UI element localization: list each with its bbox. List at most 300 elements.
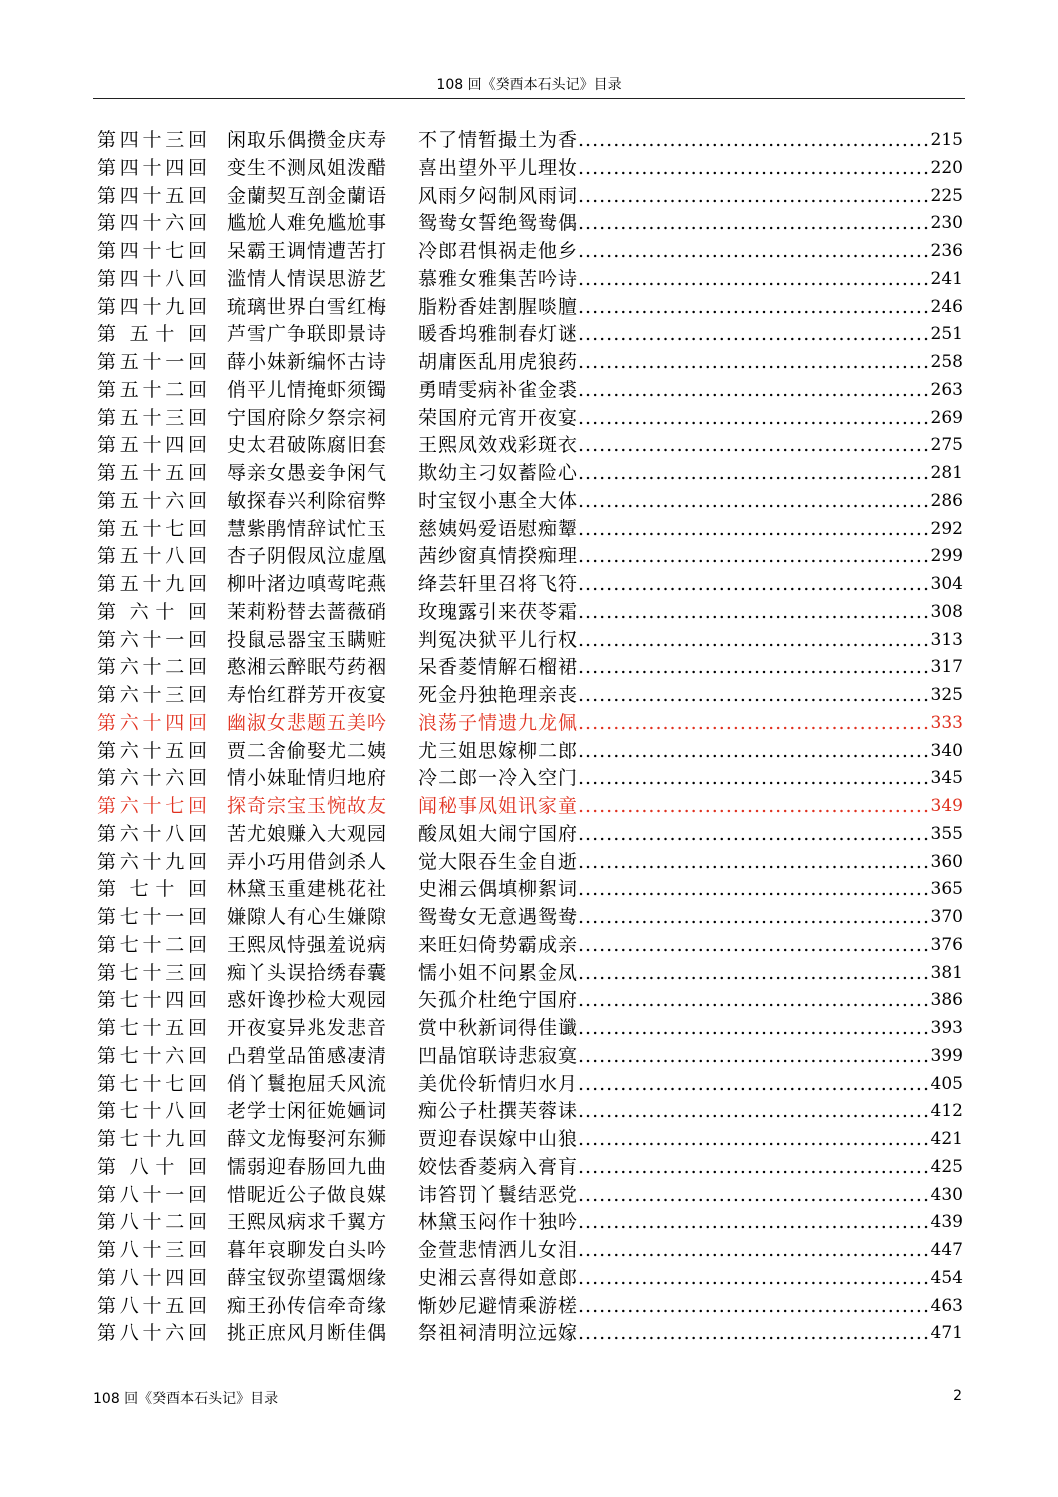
- page-number: 275: [930, 435, 963, 456]
- toc-entry[interactable]: [97, 183, 963, 211]
- chapter-title-second-line-group: [418, 627, 963, 655]
- toc-entry[interactable]: [97, 1015, 963, 1043]
- chapter-title-second-line: 痴公子杜撰芙蓉诔: [418, 1100, 579, 1123]
- toc-entry[interactable]: [97, 460, 963, 488]
- chapter-title-second-line-group: [418, 266, 963, 294]
- toc-entry[interactable]: [97, 738, 963, 766]
- page-number: 246: [930, 296, 963, 317]
- dot-leader: [578, 571, 931, 599]
- dot-leader: [578, 1293, 931, 1321]
- toc-entry[interactable]: [97, 849, 963, 877]
- toc-entry[interactable]: [97, 627, 963, 655]
- chapter-number: 第 五 十 八 回: [97, 545, 207, 568]
- page-number: 292: [930, 518, 963, 539]
- chapter-title-first-line: 茉莉粉替去蔷薇硝: [227, 600, 388, 623]
- dot-leader: [578, 876, 931, 904]
- toc-entry[interactable]: [97, 543, 963, 571]
- chapter-title-first-line: 敏探春兴利除宿弊: [227, 489, 388, 512]
- chapter-title-first-line: 痴王孙传信牵奇缘: [227, 1294, 388, 1317]
- toc-entry[interactable]: [97, 654, 963, 682]
- chapter-title-first-line: 俏丫鬟抱屈夭风流: [227, 1072, 388, 1095]
- chapter-number: 第 五 十 六 回: [97, 489, 207, 512]
- toc-entry[interactable]: [97, 349, 963, 377]
- chapter-number: 第 四 十 六 回: [97, 212, 207, 235]
- chapter-number: 第 八 十 二 回: [97, 1211, 207, 1234]
- chapter-title-first-line: 懦弱迎春肠回九曲: [227, 1155, 388, 1178]
- chapter-title-second-line: 鸳鸯女誓绝鸳鸯偶: [418, 212, 579, 235]
- page-number: 405: [930, 1073, 963, 1094]
- chapter-title-second-line: 欺幼主刁奴蓄险心: [418, 462, 579, 484]
- chapter-number: 第 五 十 五 回: [97, 462, 207, 484]
- chapter-title-second-line: 酸凤姐大闹宁国府: [418, 822, 579, 845]
- page-number: 299: [930, 546, 963, 567]
- toc-entry[interactable]: [97, 238, 963, 266]
- toc-entry[interactable]: [97, 155, 963, 183]
- page-number: 308: [930, 601, 963, 622]
- chapter-title-second-line-group: [418, 599, 963, 627]
- page-number: 399: [930, 1045, 963, 1066]
- table-of-contents: [97, 127, 963, 1348]
- dot-leader: [578, 432, 931, 460]
- page-number: 349: [930, 796, 963, 816]
- chapter-title-second-line: 讳笞罚丫鬟结恶党: [418, 1183, 579, 1206]
- chapter-title-second-line-group: [418, 710, 963, 738]
- page-number: 263: [930, 379, 963, 400]
- dot-leader: [578, 543, 931, 571]
- chapter-number: 第 六 十 回: [97, 600, 207, 623]
- page-number: 325: [930, 685, 963, 705]
- chapter-title-first-line: 金蘭契互剖金蘭语: [227, 184, 388, 207]
- chapter-title-second-line-group: [418, 1182, 963, 1210]
- dot-leader: [578, 1015, 931, 1043]
- chapter-title-second-line: 尤三姐思嫁柳二郎: [418, 739, 579, 762]
- chapter-title-second-line: 风雨夕闷制风雨词: [418, 184, 579, 207]
- chapter-number: 第 四 十 五 回: [97, 184, 207, 207]
- chapter-title-second-line: 慕雅女雅集苦吟诗: [418, 267, 579, 290]
- toc-entry[interactable]: [97, 1182, 963, 1210]
- chapter-title-first-line: 开夜宴异兆发悲音: [227, 1017, 388, 1039]
- chapter-number: 第 六 十 七 回: [97, 795, 207, 817]
- chapter-title-second-line: 金萱悲情洒儿女泪: [418, 1239, 579, 1261]
- chapter-title-second-line-group: [418, 932, 963, 960]
- chapter-title-second-line-group: [418, 1293, 963, 1321]
- chapter-title-second-line: 凹晶馆联诗悲寂寞: [418, 1044, 579, 1067]
- chapter-number: 第 五 十 七 回: [97, 517, 207, 540]
- chapter-title-second-line: 姣怯香菱病入膏肓: [418, 1155, 579, 1178]
- chapter-title-first-line: 凸碧堂品笛感凄清: [227, 1044, 388, 1067]
- page-number: 317: [930, 657, 963, 678]
- dot-leader: [578, 932, 931, 960]
- chapter-title-first-line: 柳叶渚边嗔莺咤燕: [227, 573, 388, 595]
- chapter-title-first-line: 暮年哀聊发白头吟: [227, 1239, 388, 1261]
- dot-leader: [578, 1237, 931, 1265]
- toc-entry[interactable]: [97, 682, 963, 710]
- page-number: 251: [930, 324, 963, 345]
- chapter-number: 第 八 十 回: [97, 1155, 207, 1178]
- chapter-number: 第 五 十 回: [97, 323, 207, 346]
- toc-entry[interactable]: [97, 1265, 963, 1293]
- page-number: 365: [930, 879, 963, 900]
- chapter-title-second-line-group: [418, 1098, 963, 1126]
- dot-leader: [578, 987, 931, 1015]
- chapter-number: 第 五 十 三 回: [97, 406, 207, 429]
- chapter-title-first-line: 宁国府除夕祭宗祠: [227, 406, 388, 429]
- chapter-title-second-line-group: [418, 1209, 963, 1237]
- toc-entry[interactable]: [97, 1320, 963, 1348]
- chapter-title-second-line-group: [418, 793, 963, 821]
- chapter-title-second-line: 胡庸医乱用虎狼药: [418, 351, 579, 373]
- page-number: 463: [930, 1295, 963, 1316]
- dot-leader: [578, 155, 931, 183]
- chapter-title-second-line: 史湘云喜得如意郎: [418, 1266, 579, 1289]
- dot-leader: [578, 821, 931, 849]
- chapter-title-first-line: 老学士闲征姽婳词: [227, 1100, 388, 1123]
- toc-entry[interactable]: [97, 876, 963, 904]
- dot-leader: [578, 765, 931, 793]
- chapter-title-second-line: 来旺妇倚势霸成亲: [418, 933, 579, 956]
- chapter-title-second-line: 时宝钗小惠全大体: [418, 489, 579, 512]
- chapter-title-second-line: 慈姨妈爱语慰痴颦: [418, 517, 579, 540]
- dot-leader: [578, 599, 931, 627]
- chapter-title-second-line: 冷郎君惧祸走他乡: [418, 240, 579, 262]
- toc-entry[interactable]: [97, 377, 963, 405]
- chapter-number: 第 四 十 八 回: [97, 267, 207, 290]
- dot-leader: [578, 460, 931, 488]
- page-number: 269: [930, 407, 963, 428]
- chapter-title-second-line: 懦小姐不问累金凤: [418, 961, 579, 984]
- page-number: 425: [930, 1156, 963, 1177]
- toc-entry[interactable]: [97, 932, 963, 960]
- dot-leader: [578, 294, 931, 322]
- chapter-title-first-line: 薛文龙悔娶河东狮: [227, 1128, 388, 1150]
- dot-leader: [578, 349, 931, 377]
- chapter-title-second-line-group: [418, 294, 963, 322]
- dot-leader: [578, 488, 931, 516]
- dot-leader: [578, 627, 931, 655]
- chapter-title-first-line: 变生不测凤姐泼醋: [227, 156, 388, 179]
- page-number: 386: [930, 990, 963, 1011]
- chapter-title-second-line: 脂粉香娃割腥啖膻: [418, 295, 579, 318]
- chapter-title-first-line: 芦雪广争联即景诗: [227, 323, 388, 346]
- chapter-title-first-line: 滥情人情误思游艺: [227, 267, 388, 290]
- chapter-title-second-line-group: [418, 849, 963, 877]
- page-number: 230: [930, 213, 963, 234]
- chapter-title-first-line: 薛小妹新编怀古诗: [227, 351, 388, 373]
- dot-leader: [578, 1098, 931, 1126]
- dot-leader: [578, 738, 931, 766]
- chapter-title-second-line-group: [418, 349, 963, 377]
- dot-leader: [578, 321, 931, 349]
- chapter-title-first-line: 王熙凤恃强羞说病: [227, 933, 388, 956]
- chapter-number: 第 六 十 二 回: [97, 656, 207, 679]
- dot-leader: [578, 1265, 931, 1293]
- chapter-title-second-line-group: [418, 654, 963, 682]
- chapter-title-second-line-group: [418, 1071, 963, 1099]
- chapter-title-first-line: 尴尬人难免尴尬事: [227, 212, 388, 235]
- chapter-title-second-line-group: [418, 1237, 963, 1265]
- chapter-title-second-line-group: [418, 155, 963, 183]
- chapter-number: 第 五 十 二 回: [97, 378, 207, 401]
- page-number: 345: [930, 768, 963, 789]
- chapter-number: 第 七 十 二 回: [97, 933, 207, 956]
- chapter-title-second-line-group: [418, 321, 963, 349]
- toc-entry[interactable]: [97, 1237, 963, 1265]
- toc-entry[interactable]: [97, 210, 963, 238]
- chapter-title-second-line-group: [418, 1126, 963, 1154]
- chapter-number: 第 七 十 四 回: [97, 989, 207, 1012]
- chapter-title-first-line: 幽淑女悲题五美吟: [227, 711, 388, 734]
- dot-leader: [578, 1209, 931, 1237]
- chapter-title-second-line: 觉大限吞生金自逝: [418, 850, 579, 873]
- chapter-number: 第 七 十 五 回: [97, 1017, 207, 1039]
- chapter-title-second-line: 贾迎春误嫁中山狼: [418, 1128, 579, 1150]
- page-header: [93, 76, 965, 99]
- page-number: 430: [930, 1184, 963, 1205]
- page-number: 447: [930, 1240, 963, 1260]
- chapter-title-second-line: 赏中秋新词得佳谶: [418, 1017, 579, 1039]
- dot-leader: [578, 266, 931, 294]
- toc-entry[interactable]: [97, 904, 963, 932]
- chapter-number: 第 六 十 六 回: [97, 767, 207, 790]
- chapter-title-second-line: 玫瑰露引来茯苓霜: [418, 600, 579, 623]
- chapter-title-first-line: 挑正庶风月断佳偶: [227, 1322, 388, 1345]
- chapter-title-first-line: 惑奸谗抄检大观园: [227, 989, 388, 1012]
- dot-leader: [578, 183, 931, 211]
- chapter-title-second-line-group: [418, 571, 963, 599]
- chapter-number: 第 七 十 七 回: [97, 1072, 207, 1095]
- toc-entry[interactable]: [97, 793, 963, 821]
- chapter-title-second-line: 林黛玉闷作十独吟: [418, 1211, 579, 1234]
- chapter-title-first-line: 弄小巧用借剑杀人: [227, 850, 388, 873]
- page-number: 376: [930, 934, 963, 955]
- chapter-number: 第 八 十 一 回: [97, 1183, 207, 1206]
- page-number: 393: [930, 1018, 963, 1038]
- toc-entry[interactable]: [97, 405, 963, 433]
- toc-entry[interactable]: [97, 571, 963, 599]
- chapter-title-second-line: 鸳鸯女无意遇鸳鸯: [418, 906, 579, 928]
- chapter-title-second-line-group: [418, 127, 963, 155]
- page-number: 313: [930, 629, 963, 650]
- dot-leader: [578, 793, 931, 821]
- toc-entry[interactable]: [97, 1154, 963, 1182]
- toc-entry[interactable]: [97, 1071, 963, 1099]
- toc-entry[interactable]: [97, 960, 963, 988]
- header-title: 108 回《癸酉本石头记》目录: [436, 77, 622, 93]
- page-number: 236: [930, 241, 963, 261]
- page-number: 355: [930, 823, 963, 844]
- dot-leader: [578, 210, 931, 238]
- dot-leader: [578, 1320, 931, 1348]
- chapter-title-first-line: 王熙凤病求千翼方: [227, 1211, 388, 1234]
- chapter-title-second-line-group: [418, 987, 963, 1015]
- chapter-title-second-line: 浪荡子情遗九龙佩: [418, 711, 579, 734]
- page-number: 439: [930, 1212, 963, 1233]
- chapter-title-first-line: 情小妹耻情归地府: [227, 767, 388, 790]
- page-number: 258: [930, 352, 963, 372]
- chapter-title-second-line: 矢孤介杜绝宁国府: [418, 989, 579, 1012]
- toc-entry[interactable]: [97, 1209, 963, 1237]
- chapter-title-second-line-group: [418, 488, 963, 516]
- chapter-number: 第 五 十 九 回: [97, 573, 207, 595]
- chapter-title-first-line: 寿怡红群芳开夜宴: [227, 684, 388, 706]
- chapter-title-second-line-group: [418, 738, 963, 766]
- chapter-title-second-line-group: [418, 904, 963, 932]
- chapter-title-first-line: 贾二舍偷娶尤二姨: [227, 739, 388, 762]
- dot-leader: [578, 849, 931, 877]
- chapter-title-second-line-group: [418, 432, 963, 460]
- toc-entry[interactable]: [97, 599, 963, 627]
- toc-entry[interactable]: [97, 1126, 963, 1154]
- chapter-number: 第 六 十 九 回: [97, 850, 207, 873]
- chapter-number: 第 七 十 九 回: [97, 1128, 207, 1150]
- dot-leader: [578, 1126, 931, 1154]
- chapter-title-second-line-group: [418, 238, 963, 266]
- dot-leader: [578, 1043, 931, 1071]
- page-number: 381: [930, 962, 963, 983]
- page-number: 281: [930, 463, 963, 483]
- chapter-title-first-line: 林黛玉重建桃花社: [227, 878, 388, 901]
- chapter-title-first-line: 苦尤娘赚入大观园: [227, 822, 388, 845]
- dot-leader: [578, 127, 931, 155]
- dot-leader: [578, 682, 931, 710]
- chapter-number: 第 六 十 四 回: [97, 711, 207, 734]
- chapter-title-second-line: 判冤决狱平儿行权: [418, 628, 579, 651]
- chapter-title-second-line-group: [418, 516, 963, 544]
- toc-entry[interactable]: [97, 987, 963, 1015]
- toc-entry[interactable]: [97, 1098, 963, 1126]
- chapter-title-first-line: 史太君破陈腐旧套: [227, 434, 388, 457]
- toc-entry[interactable]: [97, 516, 963, 544]
- chapter-number: 第 八 十 四 回: [97, 1266, 207, 1289]
- chapter-title-second-line-group: [418, 821, 963, 849]
- chapter-title-second-line-group: [418, 1043, 963, 1071]
- dot-leader: [578, 904, 931, 932]
- chapter-title-first-line: 辱亲女愚妾争闲气: [227, 462, 388, 484]
- chapter-title-second-line: 闻秘事凤姐讯家童: [418, 795, 579, 817]
- chapter-title-second-line: 王熙凤效戏彩斑衣: [418, 434, 579, 457]
- toc-entry[interactable]: [97, 266, 963, 294]
- chapter-number: 第 四 十 四 回: [97, 156, 207, 179]
- page-number: 412: [930, 1101, 963, 1122]
- chapter-title-second-line: 美优伶斩情归水月: [418, 1072, 579, 1095]
- chapter-title-first-line: 俏平儿情掩虾须镯: [227, 378, 388, 401]
- page-number: 421: [930, 1129, 963, 1149]
- chapter-title-second-line: 不了情暂撮土为香: [418, 129, 579, 151]
- chapter-title-second-line: 祭祖祠清明泣远嫁: [418, 1322, 579, 1345]
- toc-entry[interactable]: [97, 432, 963, 460]
- dot-leader: [578, 377, 931, 405]
- chapter-title-first-line: 痴丫头误拾绣春囊: [227, 961, 388, 984]
- chapter-title-second-line: 死金丹独艳理亲丧: [418, 684, 579, 706]
- toc-entry[interactable]: [97, 488, 963, 516]
- dot-leader: [578, 1154, 931, 1182]
- dot-leader: [578, 1182, 931, 1210]
- chapter-title-second-line: 呆香菱情解石榴裙: [418, 656, 579, 679]
- chapter-title-second-line: 绛芸轩里召将飞符: [418, 573, 579, 595]
- chapter-title-second-line-group: [418, 1320, 963, 1348]
- page-number: 360: [930, 851, 963, 872]
- dot-leader: [578, 960, 931, 988]
- page-number: 225: [930, 185, 963, 206]
- toc-entry[interactable]: [97, 1043, 963, 1071]
- chapter-title-second-line: 茜纱窗真情揆痴理: [418, 545, 579, 568]
- chapter-number: 第 八 十 六 回: [97, 1322, 207, 1345]
- toc-entry[interactable]: [97, 765, 963, 793]
- chapter-number: 第 七 十 三 回: [97, 961, 207, 984]
- chapter-number: 第 六 十 一 回: [97, 628, 207, 651]
- chapter-number: 第 八 十 三 回: [97, 1239, 207, 1261]
- page-number: 241: [930, 268, 963, 289]
- chapter-number: 第 六 十 八 回: [97, 822, 207, 845]
- chapter-title-second-line: 荣国府元宵开夜宴: [418, 406, 579, 429]
- chapter-title-first-line: 杏子阴假凤泣虚凰: [227, 545, 388, 568]
- chapter-title-second-line-group: [418, 377, 963, 405]
- chapter-number: 第 五 十 四 回: [97, 434, 207, 457]
- chapter-title-second-line-group: [418, 682, 963, 710]
- chapter-title-first-line: 投鼠忌器宝玉瞒赃: [227, 628, 388, 651]
- chapter-title-second-line: 冷二郎一冷入空门: [418, 767, 579, 790]
- chapter-number: 第 五 十 一 回: [97, 351, 207, 373]
- chapter-number: 第 六 十 三 回: [97, 684, 207, 706]
- chapter-title-second-line-group: [418, 876, 963, 904]
- chapter-number: 第 七 十 六 回: [97, 1044, 207, 1067]
- chapter-title-second-line: 惭妙尼避情乘游槎: [418, 1294, 579, 1317]
- page-number: 340: [930, 740, 963, 761]
- chapter-title-first-line: 呆霸王调情遭苦打: [227, 240, 388, 262]
- chapter-title-first-line: 嫌隙人有心生嫌隙: [227, 906, 388, 928]
- chapter-title-first-line: 惜昵近公子做良媒: [227, 1183, 388, 1206]
- page-number: 370: [930, 907, 963, 927]
- chapter-number: 第 七 十 一 回: [97, 906, 207, 928]
- chapter-number: 第 四 十 七 回: [97, 240, 207, 262]
- chapter-title-second-line-group: [418, 765, 963, 793]
- page-number: 471: [930, 1323, 963, 1344]
- dot-leader: [578, 238, 931, 266]
- toc-entry[interactable]: [97, 1293, 963, 1321]
- toc-entry[interactable]: [97, 321, 963, 349]
- chapter-title-second-line: 史湘云偶填柳絮词: [418, 878, 579, 901]
- page-number: 215: [930, 130, 963, 150]
- chapter-number: 第 六 十 五 回: [97, 739, 207, 762]
- chapter-number: 第 七 十 八 回: [97, 1100, 207, 1123]
- chapter-title-first-line: 憨湘云醉眠芍药裀: [227, 656, 388, 679]
- chapter-title-first-line: 探奇宗宝玉惋故友: [227, 795, 388, 817]
- chapter-title-first-line: 琉璃世界白雪红梅: [227, 295, 388, 318]
- chapter-title-second-line: 喜出望外平儿理妆: [418, 156, 579, 179]
- chapter-title-first-line: 薛宝钗弥望霭烟缘: [227, 1266, 388, 1289]
- page-number: 304: [930, 574, 963, 594]
- dot-leader: [578, 405, 931, 433]
- chapter-title-second-line-group: [418, 1265, 963, 1293]
- toc-entry[interactable]: [97, 821, 963, 849]
- chapter-number: 第 八 十 五 回: [97, 1294, 207, 1317]
- page-number: 333: [930, 712, 963, 733]
- chapter-title-second-line-group: [418, 460, 963, 488]
- page-number: 220: [930, 157, 963, 178]
- chapter-title-first-line: 慧紫鹃情辞试忙玉: [227, 517, 388, 540]
- footer-title: 108 回《癸酉本石头记》目录: [93, 1391, 279, 1407]
- chapter-number: 第 七 十 回: [97, 878, 207, 901]
- footer-page-number: 2: [953, 1388, 962, 1404]
- chapter-number: 第 四 十 九 回: [97, 295, 207, 318]
- chapter-title-second-line-group: [418, 183, 963, 211]
- toc-entry[interactable]: [97, 294, 963, 322]
- page-number: 454: [930, 1267, 963, 1288]
- dot-leader: [578, 710, 931, 738]
- toc-entry[interactable]: [97, 127, 963, 155]
- toc-entry[interactable]: [97, 710, 963, 738]
- dot-leader: [578, 516, 931, 544]
